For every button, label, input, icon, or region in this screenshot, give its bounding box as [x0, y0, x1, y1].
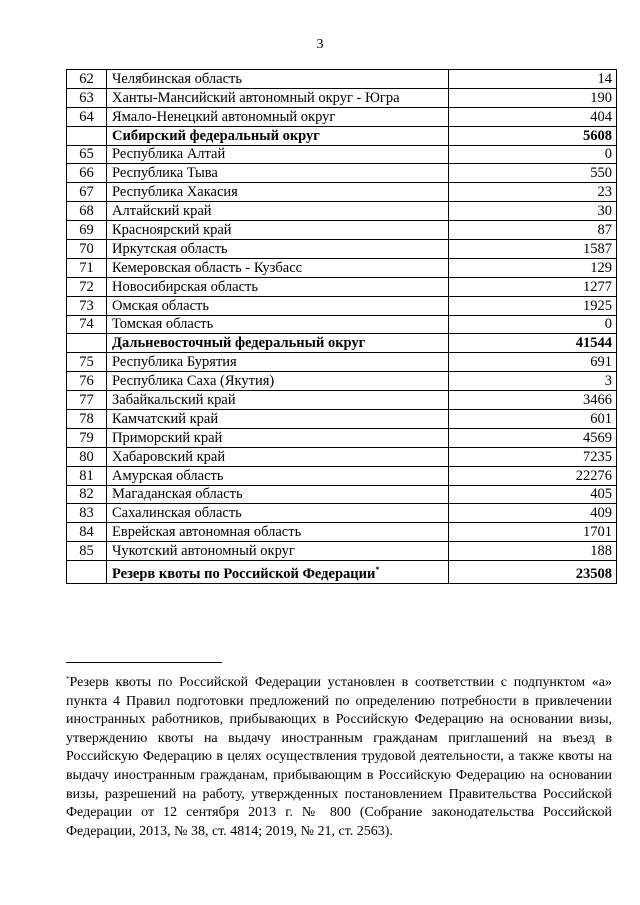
region-name: Омская область [112, 297, 209, 314]
region-name-cell [107, 183, 449, 202]
quota-value: 87 [449, 221, 617, 240]
region-name: Иркутская область [112, 240, 228, 257]
quota-value: 129 [449, 258, 617, 277]
quota-value: 0 [449, 145, 617, 164]
region-name: Томская область [112, 316, 214, 333]
table-row [67, 202, 617, 221]
table-row [67, 523, 617, 542]
region-name: Сибирский федеральный округ [112, 127, 320, 144]
quota-value: 188 [449, 542, 617, 561]
quota-value: 1925 [449, 296, 617, 315]
quota-value: 7235 [449, 447, 617, 466]
quota-value: 1277 [449, 277, 617, 296]
region-name-cell [107, 504, 449, 523]
row-number: 82 [67, 485, 107, 504]
region-name: Новосибирская область [112, 278, 258, 295]
table-row [67, 315, 617, 334]
region-name: Кемеровская область - Кузбасс [112, 259, 303, 276]
quota-value: 4569 [449, 428, 617, 447]
row-number: 84 [67, 523, 107, 542]
quota-value: 601 [449, 410, 617, 429]
row-number: 81 [67, 466, 107, 485]
row-number: 72 [67, 277, 107, 296]
page-number: 3 [316, 37, 324, 52]
district-row [67, 334, 617, 353]
quota-value: 5608 [449, 126, 617, 145]
table-row [67, 466, 617, 485]
region-name-cell [107, 240, 449, 259]
region-name: Челябинская область [112, 70, 242, 87]
row-number: 70 [67, 240, 107, 259]
row-number: 69 [67, 221, 107, 240]
region-name-cell [107, 277, 449, 296]
region-name-cell [107, 428, 449, 447]
region-name-cell [107, 145, 449, 164]
footnote-divider [66, 662, 222, 663]
quota-value: 404 [449, 107, 617, 126]
row-number [67, 126, 107, 145]
quota-value: 22276 [449, 466, 617, 485]
table-row [67, 145, 617, 164]
footnote-reference: * [375, 565, 380, 575]
table-row [67, 428, 617, 447]
region-name: Еврейская автономная область [112, 524, 302, 541]
region-name: Алтайский край [112, 203, 212, 220]
footnote [66, 670, 612, 841]
region-name-cell [107, 202, 449, 221]
region-name-cell [107, 315, 449, 334]
quota-value: 550 [449, 164, 617, 183]
quota-value: 23508 [449, 561, 617, 584]
quota-value: 409 [449, 504, 617, 523]
table-row [67, 277, 617, 296]
row-number: 64 [67, 107, 107, 126]
table-row [67, 258, 617, 277]
table-row [67, 296, 617, 315]
region-name-cell [107, 334, 449, 353]
footnote-mark: * [66, 675, 70, 683]
region-name: Магаданская область [112, 486, 243, 503]
quota-value: 691 [449, 353, 617, 372]
table-row [67, 504, 617, 523]
region-name-cell [107, 88, 449, 107]
row-number: 77 [67, 391, 107, 410]
row-number: 85 [67, 542, 107, 561]
row-number: 68 [67, 202, 107, 221]
region-name-cell [107, 391, 449, 410]
table-row [67, 353, 617, 372]
region-name-cell [107, 107, 449, 126]
region-name: Ханты-Мансийский автономный округ - Югра [112, 89, 400, 106]
region-name-cell [107, 258, 449, 277]
region-name-cell [107, 164, 449, 183]
region-name-cell [107, 447, 449, 466]
quota-value: 3466 [449, 391, 617, 410]
row-number: 75 [67, 353, 107, 372]
region-name-cell [107, 485, 449, 504]
table-row [67, 164, 617, 183]
table-row [67, 70, 617, 89]
district-row [67, 126, 617, 145]
quota-value: 1587 [449, 240, 617, 259]
table-row [67, 542, 617, 561]
region-name: Красноярский край [112, 222, 232, 239]
region-name: Республика Саха (Якутия) [112, 373, 275, 390]
table-row [67, 88, 617, 107]
row-number: 78 [67, 410, 107, 429]
quota-value: 1701 [449, 523, 617, 542]
region-name: Республика Тыва [112, 165, 218, 182]
row-number: 79 [67, 428, 107, 447]
region-name-cell [107, 466, 449, 485]
region-name-cell [107, 561, 449, 584]
quota-table [66, 69, 617, 584]
row-number: 76 [67, 372, 107, 391]
region-name: Чукотский автономный округ [112, 543, 295, 560]
region-name-cell [107, 353, 449, 372]
region-name-cell [107, 70, 449, 89]
region-name: Амурская область [112, 467, 224, 484]
region-name: Ямало-Ненецкий автономный округ [112, 108, 336, 125]
row-number: 80 [67, 447, 107, 466]
quota-value: 30 [449, 202, 617, 221]
table-row [67, 372, 617, 391]
table-row [67, 410, 617, 429]
row-number [67, 561, 107, 584]
row-number: 74 [67, 315, 107, 334]
region-name: Республика Бурятия [112, 354, 237, 371]
quota-value: 41544 [449, 334, 617, 353]
row-number: 83 [67, 504, 107, 523]
region-name: Дальневосточный федеральный округ [112, 335, 366, 352]
region-name-cell [107, 523, 449, 542]
row-number: 63 [67, 88, 107, 107]
region-name: Резерв квоты по Российской Федерации [112, 566, 376, 583]
row-number [67, 334, 107, 353]
table-row [67, 485, 617, 504]
table-row [67, 391, 617, 410]
region-name-cell [107, 221, 449, 240]
region-name-cell [107, 296, 449, 315]
quota-value: 0 [449, 315, 617, 334]
region-name: Сахалинская область [112, 505, 242, 522]
row-number: 67 [67, 183, 107, 202]
region-name-cell [107, 542, 449, 561]
footnote-text: Резерв квоты по Российской Федерации установлен в соответствии с подпунктом «а» пункта 4 Правил подготовки предложений по определению потребности в привлечении иностранных работников, прибывающих в Российскую Федерацию на основании визы, утверждению квоты на выдачу иностранным гражданам приглашений на въезд в Российскую Федерацию в целях осуществления трудовой деятельности, а также квоты на выдачу иностранным гражданам, прибывающим в Российскую Федерацию на основании визы, разрешений на работу, утвержденных постановлением Правительства Российской Федерации от 12 сентября 2013 г. № 800 (Собрание законодательства Российской Федерации, 2013, № 38, ст. 4814; 2019, № 21, ст. 2563). [66, 675, 612, 839]
quota-value: 23 [449, 183, 617, 202]
region-name-cell [107, 372, 449, 391]
region-name: Забайкальский край [112, 392, 236, 409]
region-name: Республика Хакасия [112, 184, 238, 201]
table-row [67, 240, 617, 259]
quota-table-body [67, 70, 617, 584]
region-name: Приморский край [112, 429, 223, 446]
table-row [67, 183, 617, 202]
row-number: 66 [67, 164, 107, 183]
table-row [67, 107, 617, 126]
district-row [67, 561, 617, 584]
quota-value: 190 [449, 88, 617, 107]
quota-value: 14 [449, 70, 617, 89]
table-row [67, 447, 617, 466]
table-row [67, 221, 617, 240]
row-number: 73 [67, 296, 107, 315]
quota-value: 3 [449, 372, 617, 391]
region-name: Хабаровский край [112, 448, 226, 465]
region-name-cell [107, 126, 449, 145]
row-number: 65 [67, 145, 107, 164]
region-name-cell [107, 410, 449, 429]
row-number: 71 [67, 258, 107, 277]
region-name: Республика Алтай [112, 146, 226, 163]
quota-value: 405 [449, 485, 617, 504]
row-number: 62 [67, 70, 107, 89]
region-name: Камчатский край [112, 410, 219, 427]
